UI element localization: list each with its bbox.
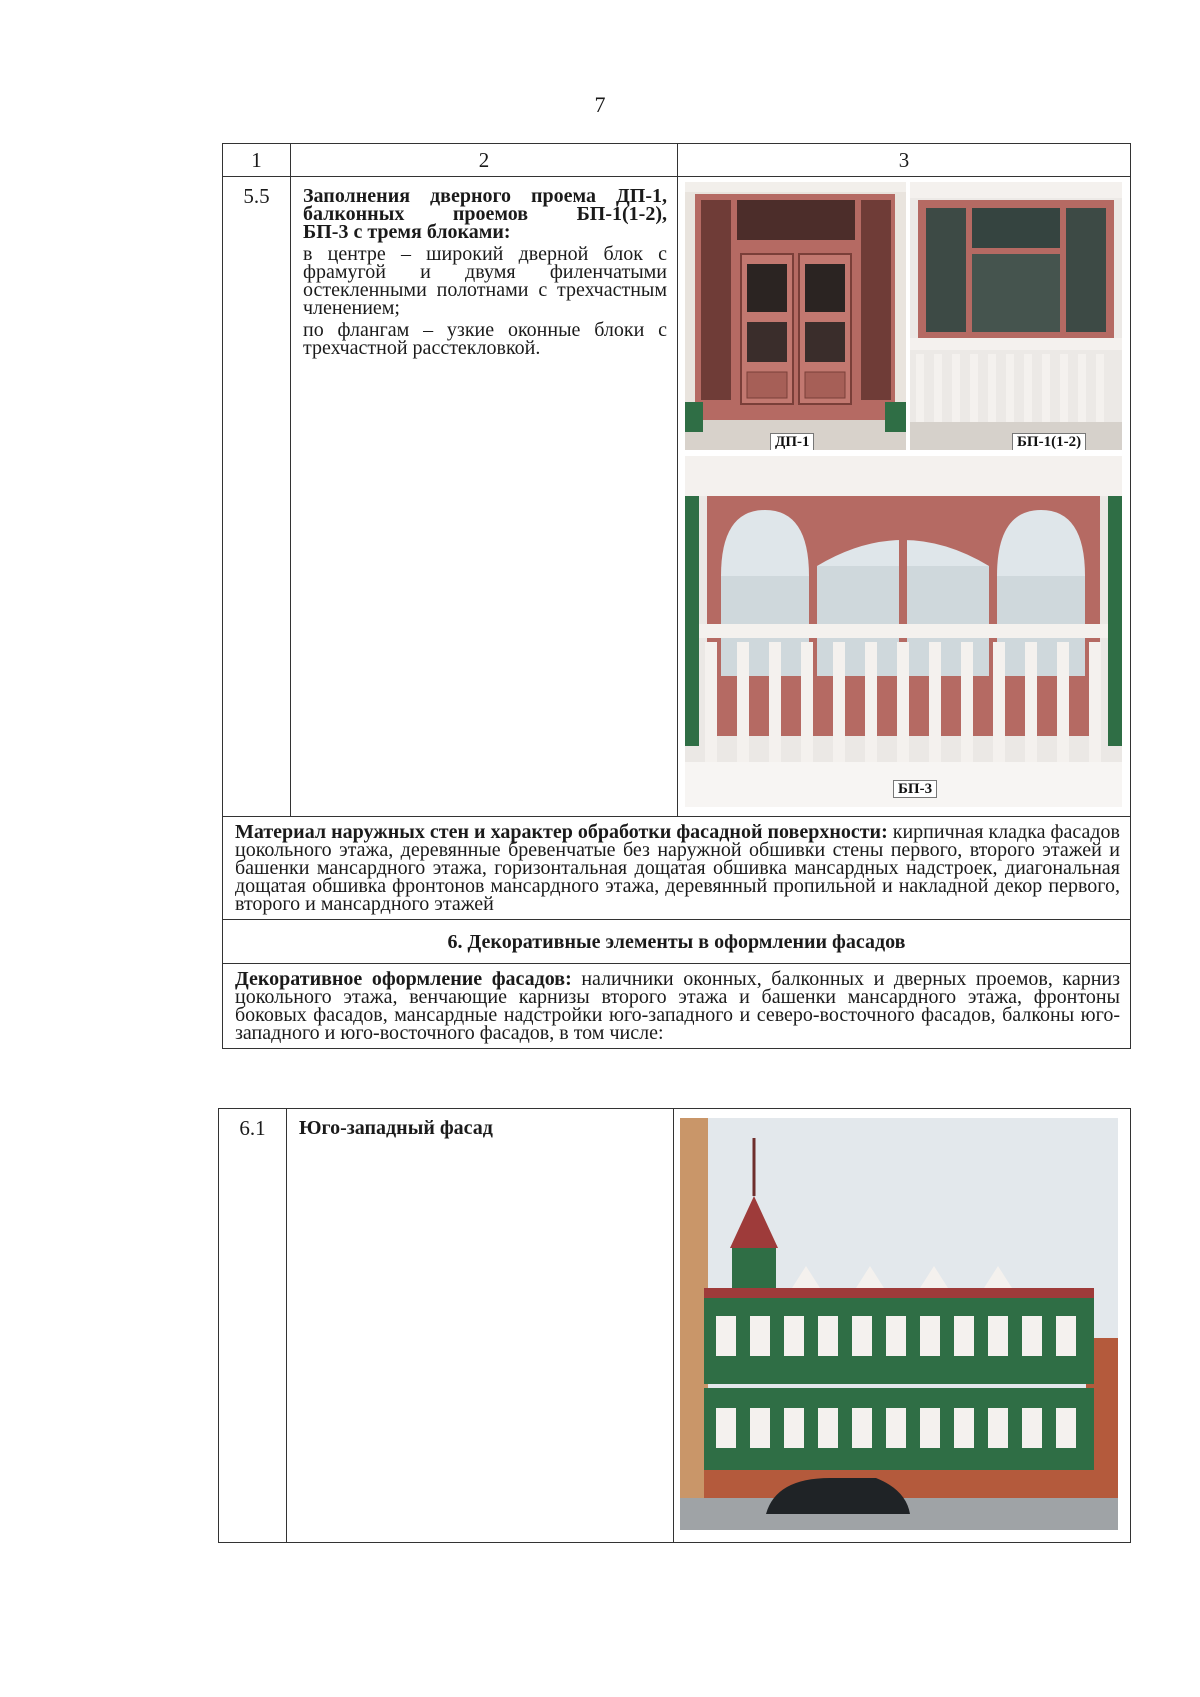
balcony-bp3-illustration <box>685 456 1122 807</box>
page-number: 7 <box>594 92 606 117</box>
door-illustration <box>685 182 906 450</box>
decor-cell <box>223 964 1131 1049</box>
row-paragraph-1: в центре – широкий дверной блок с фрамугой и двумя филенчатыми остекленными полотнами с трехчастным членением; <box>303 243 667 319</box>
balcony-bp1-photo <box>910 182 1122 450</box>
section-6-title: 6. Декоративные элементы в оформлении фасадов <box>223 920 1131 964</box>
photo-label-bp1: БП-1(1-2) <box>1012 433 1086 450</box>
balcony-bp3-photo <box>685 456 1122 807</box>
header-col-3: 3 <box>678 144 1131 177</box>
table-row-decor <box>223 964 1131 1049</box>
header-col-2: 2 <box>291 144 678 177</box>
decor-label: Декоративное оформление фасадов: <box>235 968 572 990</box>
decor-text: наличники оконных, балконных и дверных проемов, карниз цокольного этажа, венчающие карнизы второго этажа и башенки мансардного этажа, фронтоны боковых фасадов, мансардные надстройки юго-западного и северо-восточного фасадов, балконы юго-западного и юго-восточного фасадов, в том числе: <box>235 968 1121 1044</box>
table-header-row <box>223 144 1131 177</box>
material-label: Материал наружных стен и характер обработки фасадной поверхности: <box>235 821 888 843</box>
balcony-bp1-illustration <box>910 182 1122 450</box>
header-col-1: 1 <box>223 144 291 177</box>
row-number: 5.5 <box>223 177 291 817</box>
door-dp1-photo <box>685 182 906 450</box>
row-title: Юго-западный фасад <box>299 1117 493 1139</box>
southwest-facade-photo <box>680 1118 1118 1530</box>
material-cell <box>223 817 1131 920</box>
facade-illustration <box>680 1118 1118 1530</box>
row-number: 6.1 <box>219 1109 287 1543</box>
photo-label-bp3: БП-3 <box>893 780 937 798</box>
row-paragraph-2: по флангам – узкие оконные блоки с трехчастной расстекловкой. <box>303 319 667 359</box>
photo-label-dp1: ДП-1 <box>770 433 814 450</box>
row-description <box>291 177 678 817</box>
table-row-material <box>223 817 1131 920</box>
material-text: кирпичная кладка фасадов цокольного этажа, деревянные бревенчатые без наружной обшивки стены первого, второго этажей и башенки мансардного этажа, горизонтальная дощатая обшивка мансардных надстроек, диагональная дощатая обшивка фронтонов мансардного этажа, деревянный пропильной и накладной декор первого, второго и мансардного этажей <box>235 821 1120 915</box>
row-title: Заполнения дверного проема ДП-1, балконных проемов БП-1(1-2), БП-3 с тремя блоками: <box>303 185 667 243</box>
table-row-section-6 <box>223 920 1131 964</box>
row-title-cell <box>287 1109 674 1543</box>
